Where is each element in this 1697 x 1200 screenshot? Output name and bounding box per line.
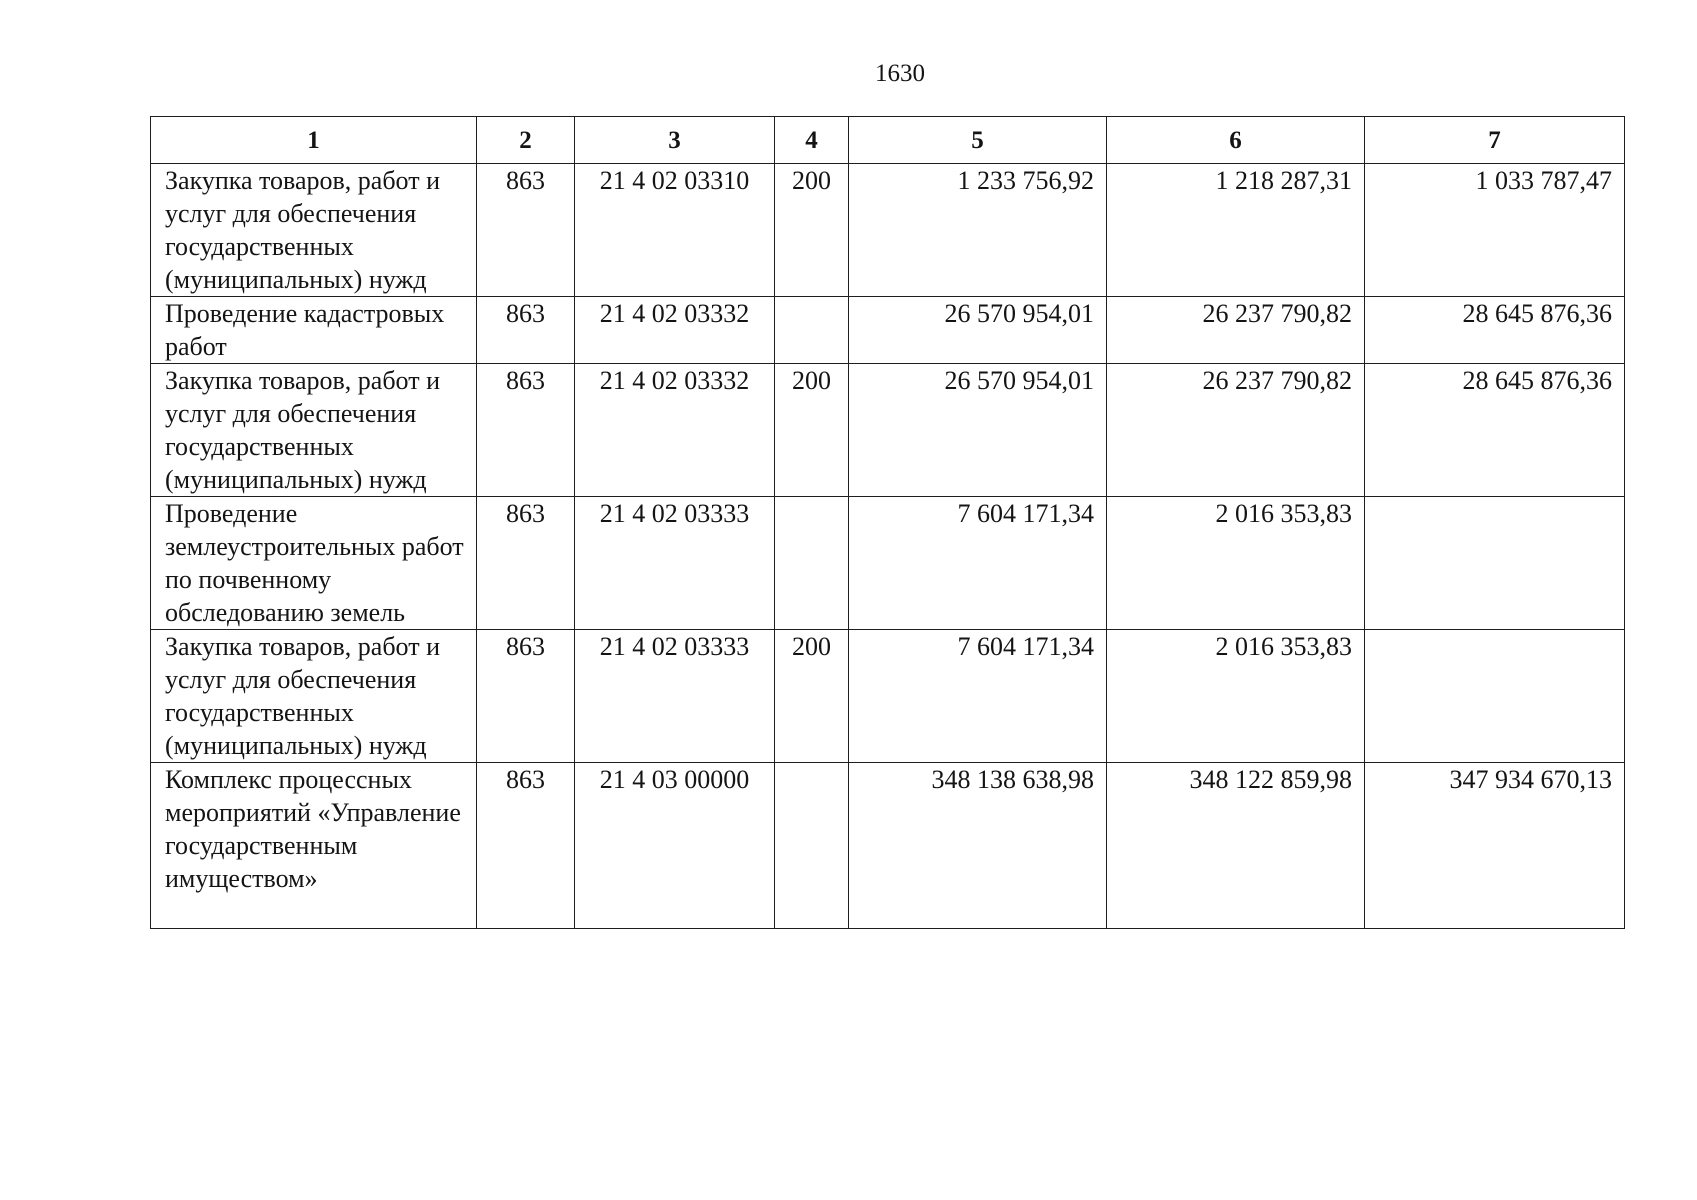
column-header-5: 5 <box>849 117 1107 164</box>
cell-col2: 863 <box>477 497 575 630</box>
column-header-7: 7 <box>1365 117 1625 164</box>
cell-col6: 1 218 287,31 <box>1107 164 1365 297</box>
cell-col7: 347 934 670,13 <box>1365 763 1625 929</box>
cell-col6: 348 122 859,98 <box>1107 763 1365 929</box>
item-name: Закупка товаров, работ и услуг для обеспечения государственных (муниципальных) нужд <box>151 630 477 763</box>
cell-col3: 21 4 02 03333 <box>575 630 775 763</box>
cell-col3: 21 4 02 03332 <box>575 364 775 497</box>
cell-col2: 863 <box>477 164 575 297</box>
cell-col5: 7 604 171,34 <box>849 630 1107 763</box>
cell-col7: 28 645 876,36 <box>1365 364 1625 497</box>
table-row <box>151 497 1625 630</box>
cell-col5: 7 604 171,34 <box>849 497 1107 630</box>
column-header-2: 2 <box>477 117 575 164</box>
item-name: Закупка товаров, работ и услуг для обеспечения государственных (муниципальных) нужд <box>151 364 477 497</box>
budget-table <box>150 116 1625 929</box>
cell-col5: 348 138 638,98 <box>849 763 1107 929</box>
cell-col4: 200 <box>775 164 849 297</box>
cell-col2: 863 <box>477 297 575 364</box>
cell-col6: 26 237 790,82 <box>1107 364 1365 497</box>
cell-col3: 21 4 02 03333 <box>575 497 775 630</box>
cell-col5: 26 570 954,01 <box>849 297 1107 364</box>
cell-col7: 28 645 876,36 <box>1365 297 1625 364</box>
cell-col6: 26 237 790,82 <box>1107 297 1365 364</box>
table-row <box>151 164 1625 297</box>
cell-col4 <box>775 763 849 929</box>
cell-col4: 200 <box>775 364 849 497</box>
page-number: 1630 <box>875 60 925 87</box>
cell-col6: 2 016 353,83 <box>1107 497 1365 630</box>
table-row <box>151 364 1625 497</box>
cell-col2: 863 <box>477 763 575 929</box>
table-row <box>151 763 1625 929</box>
cell-col3: 21 4 02 03310 <box>575 164 775 297</box>
item-name: Закупка товаров, работ и услуг для обеспечения государственных (муниципальных) нужд <box>151 164 477 297</box>
table-row <box>151 297 1625 364</box>
cell-col2: 863 <box>477 630 575 763</box>
cell-col7 <box>1365 630 1625 763</box>
cell-col5: 1 233 756,92 <box>849 164 1107 297</box>
cell-col7 <box>1365 497 1625 630</box>
cell-col4 <box>775 497 849 630</box>
cell-col7: 1 033 787,47 <box>1365 164 1625 297</box>
item-name: Проведение землеустроительных работ по почвенному обследованию земель <box>151 497 477 630</box>
column-header-6: 6 <box>1107 117 1365 164</box>
table-row <box>151 630 1625 763</box>
column-header-1: 1 <box>151 117 477 164</box>
item-name: Комплекс процессных мероприятий «Управление государственным имуществом» <box>151 763 477 929</box>
header-row <box>151 117 1625 164</box>
cell-col4: 200 <box>775 630 849 763</box>
cell-col6: 2 016 353,83 <box>1107 630 1365 763</box>
column-header-3: 3 <box>575 117 775 164</box>
item-name: Проведение кадастровых работ <box>151 297 477 364</box>
cell-col3: 21 4 03 00000 <box>575 763 775 929</box>
cell-col4 <box>775 297 849 364</box>
column-header-4: 4 <box>775 117 849 164</box>
cell-col5: 26 570 954,01 <box>849 364 1107 497</box>
cell-col3: 21 4 02 03332 <box>575 297 775 364</box>
cell-col2: 863 <box>477 364 575 497</box>
